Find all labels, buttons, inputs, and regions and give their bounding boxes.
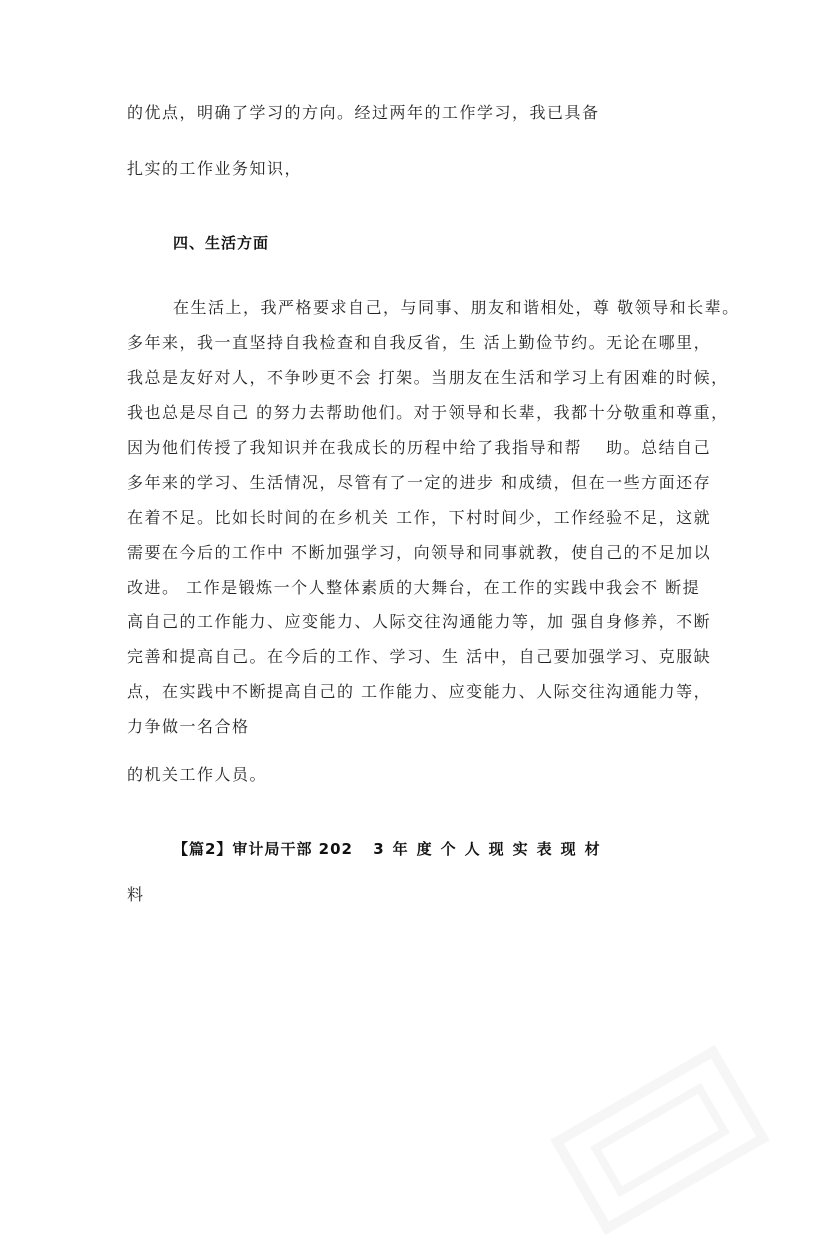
- paragraph-line: 我总是友好对人，不争吵更不会 打架。当朋友在生活和学习上有困难的时候，: [127, 368, 729, 387]
- intro-line-1: 的优点，明确了学习的方向。经过两年的工作学习，我已具备: [127, 103, 600, 122]
- paragraph-line: 力争做一名合格: [127, 717, 250, 736]
- paragraph-line: 完善和提高自己。在今后的工作、学习、生 活中，自己要加强学习、克服缺: [127, 647, 712, 666]
- article-title: [173, 838, 609, 859]
- document-watermark-icon: [543, 1038, 776, 1242]
- paragraph-line: 点，在实践中不断提高自己的 工作能力、应变能力、人际交往沟通能力等，: [127, 682, 712, 701]
- paragraph-line: 多年来，我一直坚持自我检查和自我反省，生 活上勤俭节约。无论在哪里，: [127, 333, 712, 352]
- article-title-part1: 【篇2】审计局干部 202: [173, 840, 353, 858]
- paragraph-closing-line: 的机关工作人员。: [127, 765, 268, 784]
- paragraph-line: 因为他们传授了我知识并在我成长的历程中给了我指导和帮 助。总结自己: [127, 438, 712, 457]
- article-title-continuation: 料: [127, 885, 145, 904]
- paragraph-line: 高自己的工作能力、应变能力、人际交往沟通能力等，加 强自身修养，不断: [127, 612, 712, 631]
- paragraph-line: 在着不足。比如长时间的在乡机关 工作，下村时间少，工作经验不足，这就: [127, 508, 712, 527]
- paragraph-line: 多年来的学习、生活情况，尽管有了一定的进步 和成绩，但在一些方面还存: [127, 473, 712, 492]
- intro-line-2: 扎实的工作业务知识，: [127, 159, 303, 178]
- paragraph-line: 需要在今后的工作中 不断加强学习，向领导和同事就教，使自己的不足加以: [127, 543, 712, 562]
- section-heading-life: 四、生活方面: [173, 234, 270, 252]
- paragraph-line: 我也总是尽自己 的努力去帮助他们。对于领导和长辈，我都十分敬重和尊重，: [127, 403, 729, 422]
- article-title-part2: 3年度个人现实表现材: [373, 840, 609, 858]
- paragraph-line: 在生活上，我严格要求自己，与同事、朋友和谐相处，尊 敬领导和长辈。: [173, 298, 740, 317]
- paragraph-line: 改进。 工作是锻炼一个人整体素质的大舞台，在工作的实践中我会不 断提: [127, 578, 701, 597]
